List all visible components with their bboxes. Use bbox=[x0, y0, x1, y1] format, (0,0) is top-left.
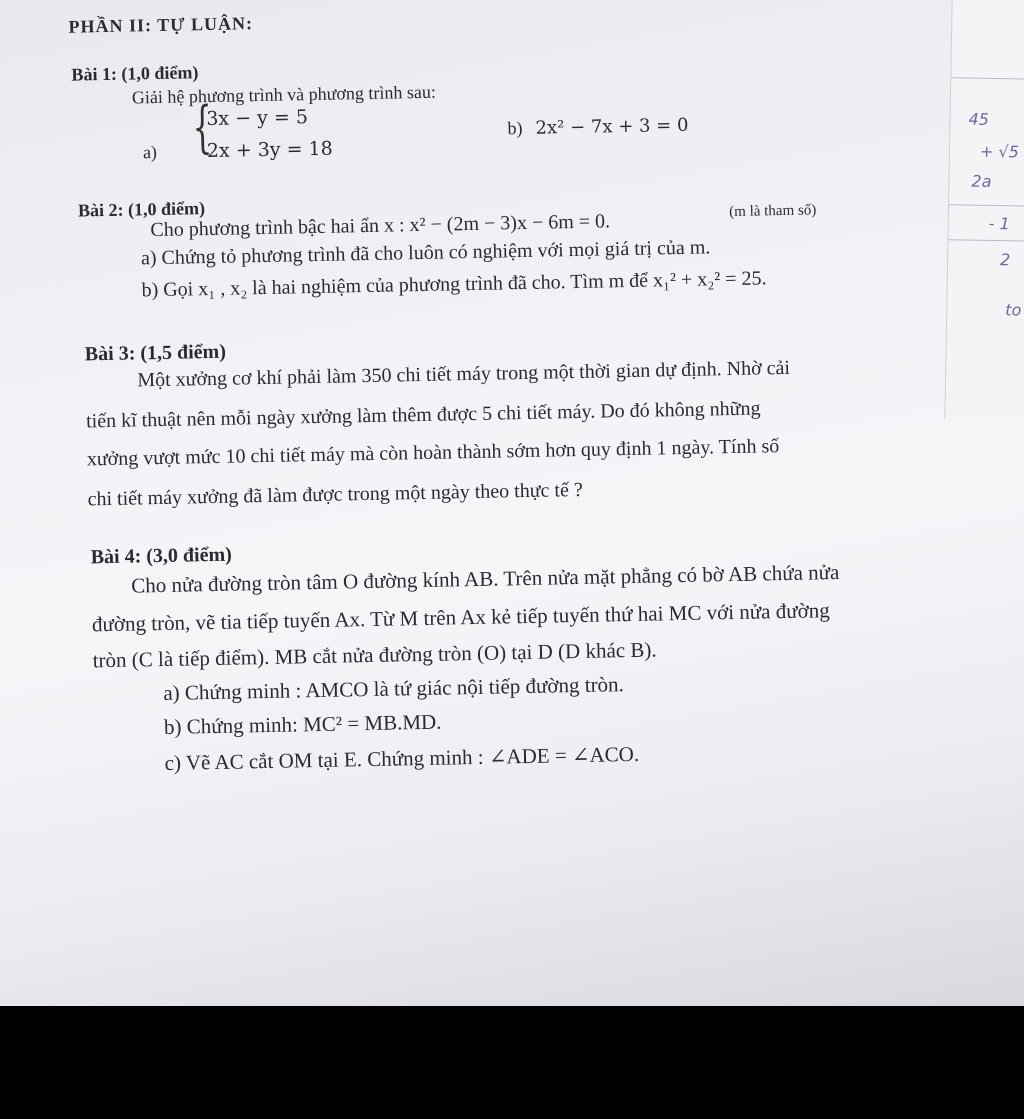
problem-3-line-4: chi tiết máy xưởng đã làm được trong một ngày theo thực tế ? bbox=[87, 478, 583, 511]
problem-4a: a) Chứng minh : AMCO là tứ giác nội tiếp đường tròn. bbox=[163, 672, 625, 705]
problem-2a: a) Chứng tỏ phương trình đã cho luôn có nghiệm với mọi giá trị của m. bbox=[140, 236, 711, 270]
equation-system bbox=[191, 94, 363, 170]
problem-4-line-1: Cho nửa đường tròn tâm O đường kính AB. Trên nửa mặt phẳng có bờ AB chứa nửa bbox=[131, 559, 840, 598]
problem-4c: c) Vẽ AC cắt OM tại E. Chứng minh : ∠ADE = ∠ACO. bbox=[164, 741, 640, 775]
problem-3-line-3: xưởng vượt mức 10 chi tiết máy mà còn hoàn thành sớm hơn quy định 1 ngày. Tính số bbox=[86, 435, 780, 471]
problem-2-intro: Cho phương trình bậc hai ẩn x : x² − (2m − 3)x − 6m = 0. bbox=[150, 210, 611, 242]
problem-1b-equation: 2x² − 7x + 3 = 0 bbox=[535, 114, 689, 139]
problem-1-intro: Giải hệ phương trình và phương trình sau: bbox=[131, 81, 437, 108]
problem-4b: b) Chứng minh: MC² = MB.MD. bbox=[163, 709, 442, 739]
problem-4-heading: Bài 4: (3,0 điểm) bbox=[90, 543, 232, 569]
problem-2-note: (m là tham số) bbox=[729, 202, 817, 221]
margin-note: 2 bbox=[999, 250, 1011, 270]
problem-4-line-3: tròn (C là tiếp điểm). MB cắt nửa đường tròn (O) tại D (D khác B). bbox=[92, 637, 657, 673]
margin-note: 2a bbox=[971, 171, 992, 191]
black-bottom-band bbox=[0, 1006, 1024, 1119]
problem-1-heading: Bài 1: (1,0 điểm) bbox=[71, 62, 199, 85]
margin-note: - 1 bbox=[988, 213, 1010, 234]
problem-3-line-1: Một xưởng cơ khí phải làm 350 chi tiết máy trong một thời gian dự định. Nhờ cải bbox=[137, 356, 791, 392]
problem-2b: b) Gọi x₁ , x₂ là hai nghiệm của phương trình đã cho. Tìm m để x₁² + x₂² = 25. bbox=[141, 267, 767, 302]
brace-symbol: { bbox=[191, 94, 213, 161]
problem-2-heading: Bài 2: (1,0 điểm) bbox=[77, 198, 206, 221]
section-title: PHẦN II: TỰ LUẬN: bbox=[68, 13, 254, 37]
system-equation-2: 2x + 3y = 18 bbox=[206, 137, 333, 163]
problem-1b-label: b) bbox=[507, 117, 523, 139]
margin-note: to bbox=[1005, 300, 1022, 320]
problem-4-line-2: đường tròn, vẽ tia tiếp tuyến Ax. Từ M trên Ax kẻ tiếp tuyến thứ hai MC với nửa đường bbox=[91, 598, 830, 637]
system-equation-1: 3x − y = 5 bbox=[206, 106, 309, 131]
problem-1a-label: a) bbox=[142, 142, 158, 163]
margin-note: + √5 bbox=[979, 141, 1020, 162]
problem-3-line-2: tiến kĩ thuật nên mỗi ngày xưởng làm thêm được 5 chi tiết máy. Do đó không những bbox=[85, 397, 761, 433]
problem-3-heading: Bài 3: (1,5 điểm) bbox=[84, 340, 227, 366]
margin-note: 45 bbox=[968, 109, 990, 129]
